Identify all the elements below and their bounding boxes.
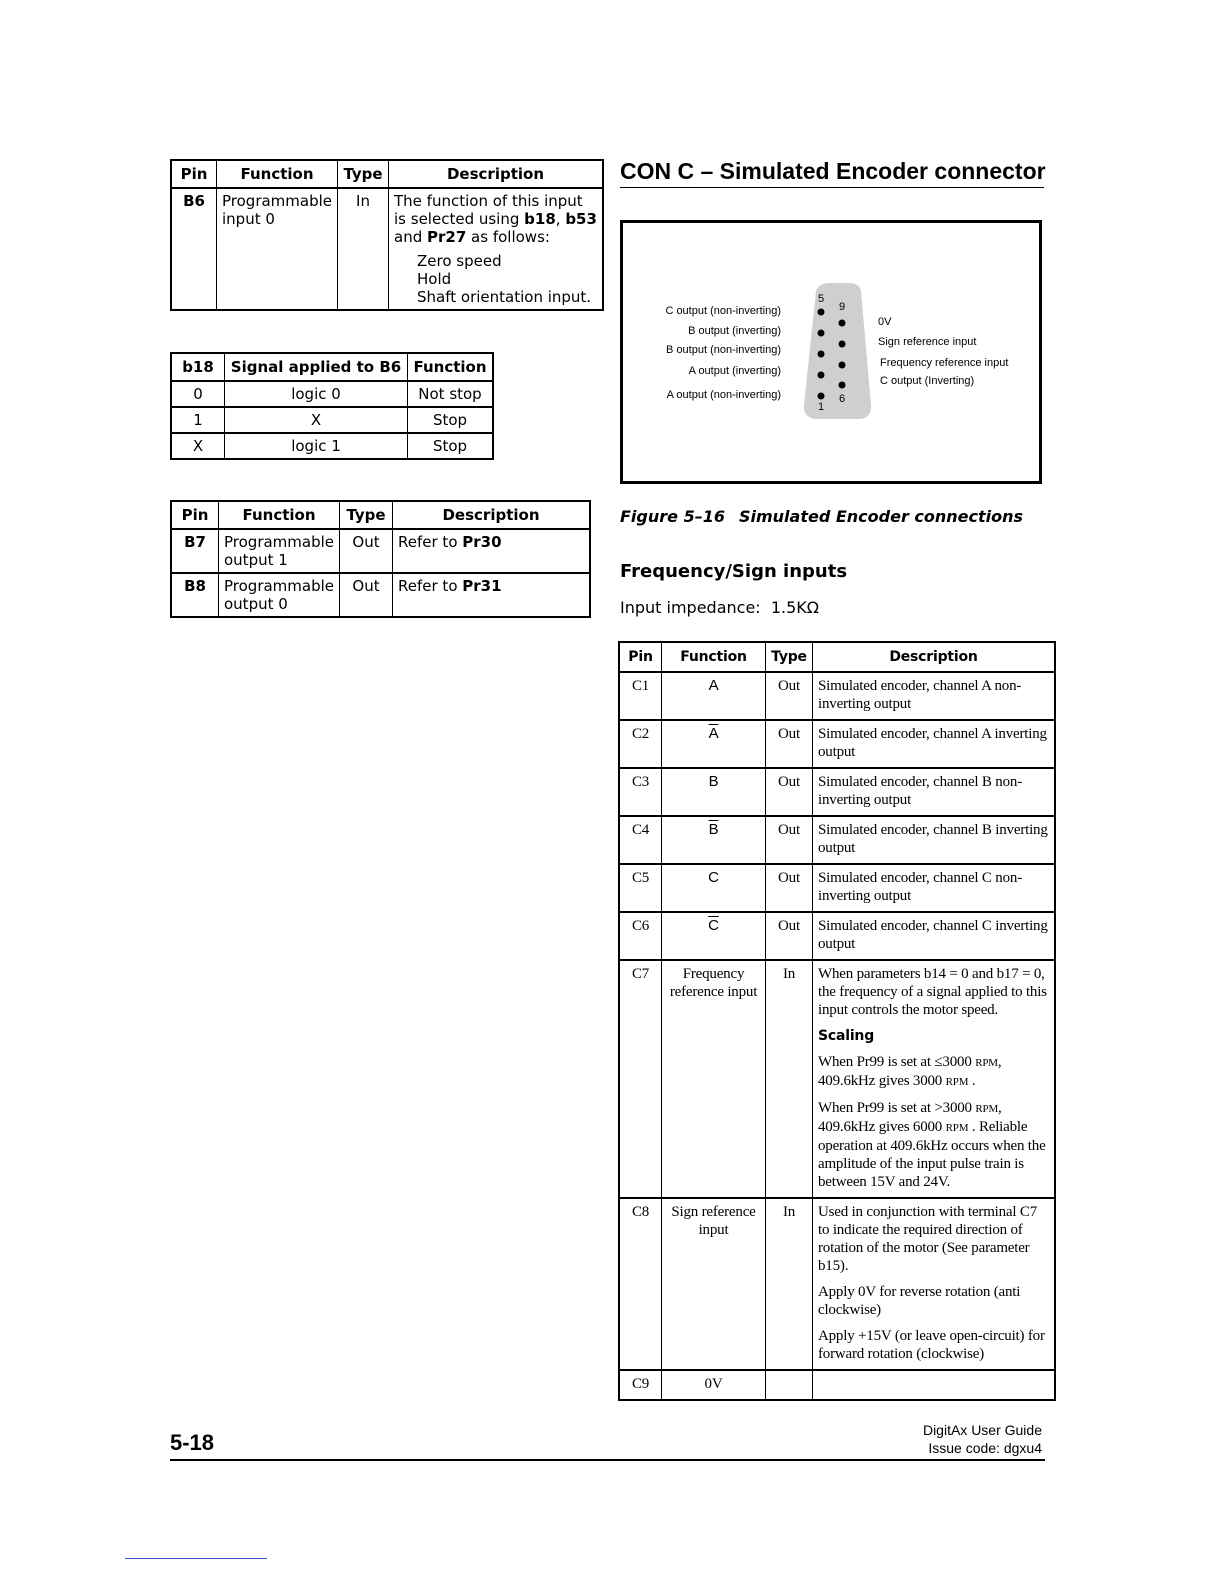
function-cell: Programmable output 1	[219, 529, 340, 573]
label-c-output-non-inverting: C output (non-inverting)	[665, 305, 781, 317]
table-cell: logic 0	[225, 381, 408, 407]
type-cell: Out	[766, 768, 813, 816]
table-cell: Not stop	[408, 381, 494, 407]
table-cell: 0	[171, 381, 225, 407]
desc-text: The function of this input is selected using	[394, 192, 583, 228]
table-cell: logic 1	[225, 433, 408, 459]
pin-number-1: 1	[818, 401, 825, 413]
pin-b6-table	[170, 159, 604, 311]
label-frequency-reference: Frequency reference input	[880, 357, 1009, 369]
label-b-output-inverting: B output (inverting)	[688, 325, 781, 337]
scaling-rule-2	[818, 1099, 1049, 1191]
param-ref: Pr31	[462, 577, 502, 595]
table-row	[171, 433, 493, 459]
label-a-output-inverting: A output (inverting)	[688, 365, 781, 377]
type-cell: In	[766, 960, 813, 1198]
function-cell	[662, 768, 766, 816]
function-cell: 0V	[662, 1370, 766, 1400]
label-sign-reference: Sign reference input	[878, 336, 977, 348]
label-a-output-non-inverting: A output (non-inverting)	[666, 389, 781, 401]
type-cell: Out	[340, 529, 393, 573]
table-cell: 1	[171, 407, 225, 433]
pin-cell: C8	[619, 1198, 662, 1370]
description-cell	[393, 573, 590, 617]
desc-text: .	[968, 1073, 976, 1089]
pin-cell: C9	[619, 1370, 662, 1400]
function-cell	[662, 912, 766, 960]
desc-text: ,	[997, 1054, 1002, 1070]
description-cell: Simulated encoder, channel A inverting output	[813, 720, 1056, 768]
header-description: Description	[389, 160, 603, 188]
table-row	[619, 912, 1055, 960]
description-cell: Simulated encoder, channel A non-inverting output	[813, 672, 1056, 720]
description-cell: Simulated encoder, channel C non-inverting output	[813, 864, 1056, 912]
pin-cell: B6	[171, 188, 217, 310]
con-c-pin-table	[618, 641, 1056, 1401]
table-row	[619, 864, 1055, 912]
desc-text: ,	[998, 1100, 1002, 1116]
heading-rule	[620, 187, 1044, 188]
table-cell: Stop	[408, 433, 494, 459]
header-function: Function	[408, 353, 494, 381]
bottom-link-underline	[125, 1558, 267, 1559]
list-item: Zero speed	[417, 252, 502, 270]
signal-b-bar: $\overline{B}$	[708, 821, 719, 838]
description-cell	[813, 1198, 1056, 1370]
header-pin: Pin	[171, 501, 219, 529]
function-cell: Frequency reference input	[662, 960, 766, 1198]
rpm-unit: RPM	[945, 1122, 969, 1134]
desc-text: When Pr99 is set at ≤3000	[818, 1054, 976, 1070]
desc-text: 409.6kHz gives 3000	[818, 1073, 946, 1089]
pin-cell: B8	[171, 573, 219, 617]
pin-number-5: 5	[818, 293, 825, 305]
type-cell: Out	[340, 573, 393, 617]
options-list	[394, 252, 597, 306]
pin-cell: C6	[619, 912, 662, 960]
guide-title: DigitAx User Guide	[922, 1422, 1042, 1438]
table-cell: X	[225, 407, 408, 433]
footer-rule	[170, 1459, 1045, 1461]
freq-sign-heading: Frequency/Sign inputs	[620, 561, 848, 582]
label-c-output-inverting: C output (Inverting)	[880, 375, 975, 387]
desc-text: and	[394, 228, 428, 246]
header-type: Type	[338, 160, 389, 188]
function-cell: Sign reference input	[662, 1198, 766, 1370]
desc-text: Refer to	[398, 577, 463, 595]
table-row	[619, 768, 1055, 816]
type-cell: Out	[766, 672, 813, 720]
desc-text: 409.6kHz gives 6000	[818, 1119, 946, 1135]
pin-cell: C4	[619, 816, 662, 864]
header-function: Function	[217, 160, 338, 188]
signal-a-bar: $\overline{A}$	[708, 725, 719, 742]
type-cell: In	[766, 1198, 813, 1370]
signal-b: B	[708, 773, 719, 790]
function-cell	[662, 816, 766, 864]
description-cell	[813, 960, 1056, 1198]
type-cell: Out	[766, 720, 813, 768]
header-b18: b18	[171, 353, 225, 381]
scaling-rule-1	[818, 1053, 1049, 1091]
table-cell: X	[171, 433, 225, 459]
c8-desc-1: Used in conjunction with terminal C7 to indicate the required direction of rotation of the motor (See parameter b15).	[818, 1204, 1038, 1274]
function-cell: Programmable input 0	[217, 188, 338, 310]
pin-b7-b8-table	[170, 500, 591, 618]
figure-caption	[620, 507, 1023, 526]
pin-cell: C5	[619, 864, 662, 912]
connector-shell	[804, 283, 871, 419]
header-pin: Pin	[171, 160, 217, 188]
input-impedance	[620, 598, 819, 617]
pin-cell: B7	[171, 529, 219, 573]
desc-text: . Reliable operation at 409.6kHz occurs when the amplitude of the input pulse train is between 15V and 24V.	[818, 1119, 1046, 1190]
description-cell	[813, 1370, 1056, 1400]
type-cell: Out	[766, 912, 813, 960]
header-description: Description	[393, 501, 590, 529]
description-cell: Simulated encoder, channel C inverting output	[813, 912, 1056, 960]
header-function: Function	[662, 642, 766, 672]
impedance-label: Input impedance:	[620, 598, 761, 617]
function-cell	[662, 720, 766, 768]
b18-logic-table	[170, 352, 494, 460]
table-row	[619, 672, 1055, 720]
type-cell: Out	[766, 816, 813, 864]
table-row	[171, 573, 590, 617]
signal-c: C	[708, 869, 719, 886]
signal-c-bar: $\overline{C}$	[708, 917, 719, 934]
header-function: Function	[219, 501, 340, 529]
description-cell	[389, 188, 603, 310]
desc-text: ,	[555, 210, 566, 228]
desc-text: as follows:	[466, 228, 550, 246]
table-row-c9	[619, 1370, 1055, 1400]
desc-text: Refer to	[398, 533, 463, 551]
param-pr27: Pr27	[427, 228, 467, 246]
description-cell	[393, 529, 590, 573]
table-row	[171, 188, 603, 310]
param-b18: b18	[524, 210, 556, 228]
list-item: Hold	[417, 270, 452, 288]
figure-number: Figure 5–16	[620, 507, 725, 526]
pin-number-6: 6	[839, 393, 846, 405]
scaling-heading: Scaling	[818, 1028, 875, 1044]
rpm-unit: RPM	[945, 1076, 969, 1088]
pin-cell: C1	[619, 672, 662, 720]
pin-cell: C7	[619, 960, 662, 1198]
c8-desc-2: Apply 0V for reverse rotation (anti clockwise)	[818, 1284, 1021, 1318]
header-type: Type	[340, 501, 393, 529]
pin-cell: C3	[619, 768, 662, 816]
desc-text: When Pr99 is set at >3000	[818, 1100, 976, 1116]
issue-code: Issue code: dgxu4	[928, 1440, 1042, 1456]
list-item: Shaft orientation input.	[417, 288, 592, 306]
table-row	[619, 816, 1055, 864]
page-number: 5-18	[170, 1430, 215, 1455]
type-cell: Out	[766, 864, 813, 912]
signal-a: A	[708, 677, 719, 694]
impedance-value: 1.5KΩ	[770, 598, 820, 617]
label-0v: 0V	[878, 316, 892, 328]
description-cell: Simulated encoder, channel B non-inverting output	[813, 768, 1056, 816]
function-cell: Programmable output 0	[219, 573, 340, 617]
header-pin: Pin	[619, 642, 662, 672]
table-row-c8	[619, 1198, 1055, 1370]
table-row	[171, 381, 493, 407]
type-cell	[766, 1370, 813, 1400]
function-cell	[662, 672, 766, 720]
label-b-output-non-inverting: B output (non-inverting)	[666, 344, 781, 356]
table-cell: Stop	[408, 407, 494, 433]
table-row	[171, 529, 590, 573]
figure-title: Simulated Encoder connections	[738, 507, 1024, 526]
footer-meta	[923, 1421, 1042, 1457]
table-row-c7	[619, 960, 1055, 1198]
table-row	[619, 720, 1055, 768]
function-cell	[662, 864, 766, 912]
encoder-figure	[620, 220, 1042, 484]
rpm-unit: RPM	[975, 1103, 999, 1115]
rpm-unit: RPM	[975, 1057, 998, 1069]
header-description: Description	[813, 642, 1056, 672]
con-c-heading: CON C – Simulated Encoder connector	[620, 158, 1046, 184]
description-cell: Simulated encoder, channel B inverting output	[813, 816, 1056, 864]
header-signal: Signal applied to B6	[225, 353, 408, 381]
param-b53: b53	[565, 210, 597, 228]
c7-desc: When parameters b14 = 0 and b17 = 0, the frequency of a signal applied to this input controls the motor speed.	[818, 966, 1047, 1018]
c8-desc-3: Apply +15V (or leave open-circuit) for forward rotation (clockwise)	[818, 1328, 1045, 1362]
pin-cell: C2	[619, 720, 662, 768]
type-cell: In	[338, 188, 389, 310]
header-type: Type	[766, 642, 813, 672]
param-ref: Pr30	[462, 533, 502, 551]
table-row	[171, 407, 493, 433]
pin-number-9: 9	[839, 301, 846, 313]
